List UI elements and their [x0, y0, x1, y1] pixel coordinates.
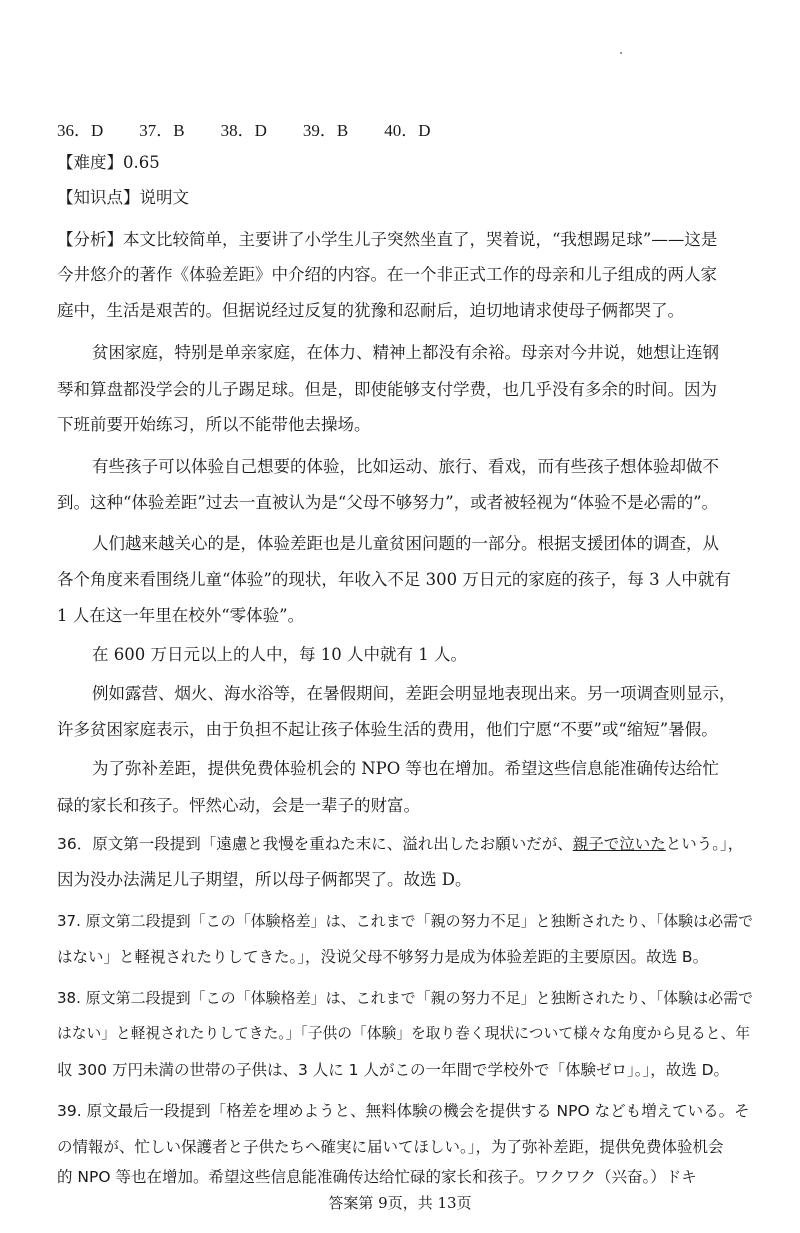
q36-explanation-line: 36．原文第一段提到「遠慮と我慢を重ねた末に、溢れ出したお願いだが、親子で泣いたという。」， — [57, 835, 744, 853]
q39-explanation-line: 39. 原文最后一段提到「格差を埋めようと、無料体験の機会を提供する NPO なども増えている。そ — [57, 1102, 750, 1120]
analysis-line: 庭中，生活是艰苦的。但据说经过反复的犹豫和忍耐后，迫切地请求使母子俩都哭了。 — [57, 301, 684, 320]
analysis-line: 琴和算盘都没学会的儿子踢足球。但是，即使能够支付学费，也几乎没有多余的时间。因为 — [57, 380, 717, 399]
answer-40: 40．D — [384, 121, 431, 140]
page-footer: 答案第 9页，共 13页 — [328, 1194, 472, 1212]
analysis-line: 例如露营、烟火、海水浴等，在暑假期间，差距会明显地表现出来。另一项调查则显示， — [92, 684, 736, 703]
q39-explanation-line: 的 NPO 等也在增加。希望这些信息能准确传达给忙碌的家长和孩子。ワクワク（兴奋。）ドキ — [57, 1168, 697, 1186]
answer-key-row — [57, 116, 467, 141]
q37-explanation-line: 37. 原文第二段提到「この「体験格差」は、これまで「親の努力不足」と独断されたり、「体験は必需で — [57, 912, 754, 930]
answer-38: 38．D — [220, 121, 267, 140]
answer-39: 39．B — [302, 121, 349, 140]
analysis-line: 碌的家长和孩子。怦然心动，会是一辈子的财富。 — [57, 796, 420, 815]
answer-36: 36．D — [57, 121, 104, 140]
analysis-line: 1 人在这一年里在校外“零体验”。 — [57, 606, 305, 625]
analysis-line: 许多贫困家庭表示，由于负担不起让孩子体验生活的费用，他们宁愿“不要”或“缩短”暑假。 — [57, 720, 718, 739]
q37-explanation-line: はない」と軽視されたりしてきた。」，没说父母不够努力是成为体验差距的主要原因。故选 B。 — [57, 948, 709, 966]
difficulty-label: 【难度】0.65 — [57, 153, 160, 172]
analysis-line: 到。这种“体验差距”过去一直被认为是“父母不够努力”，或者被轻视为“体验不是必需的”。 — [57, 493, 719, 512]
analysis-line: 下班前要开始练习，所以不能带他去操场。 — [57, 415, 371, 434]
q39-explanation-line: の情報が、忙しい保護者と子供たちへ確実に届いてほしい。」，为了弥补差距，提供免费体验机会 — [57, 1138, 724, 1156]
q36-explanation-line: 因为没办法满足儿子期望，所以母子俩都哭了。故选 D。 — [57, 870, 472, 889]
analysis-line: 贫困家庭，特别是单亲家庭，在体力、精神上都没有余裕。母亲对今井说，她想让连钢 — [92, 343, 719, 362]
analysis-line: 各个角度来看围绕儿童“体验”的现状，年收入不足 300 万日元的家庭的孩子，每 3 人中就有 — [57, 570, 731, 589]
q38-explanation-line: 38. 原文第二段提到「この「体験格差」は、これまで「親の努力不足」と独断されたり、「体験は必需で — [57, 989, 754, 1007]
analysis-line: 有些孩子可以体验自己想要的体验，比如运动、旅行、看戏，而有些孩子想体验却做不 — [92, 457, 719, 476]
analysis-line: 人们越来越关心的是，体验差距也是儿童贫困问题的一部分。根据支援团体的调查，从 — [92, 534, 719, 553]
knowledge-point-label: 【知识点】说明文 — [57, 188, 189, 207]
underlined-phrase: 親子で泣いた — [572, 835, 666, 853]
q38-explanation-line: 収 300 万円未満の世帯の子供は、3 人に 1 人がこの一年間で学校外で「体験ゼロ」。」，故选 D。 — [57, 1061, 730, 1079]
analysis-line: 今井悠介的著作《体验差距》中介绍的内容。在一个非正式工作的母亲和儿子组成的两人家 — [57, 265, 717, 284]
scan-dot — [620, 52, 622, 54]
q38-explanation-line: はない」と軽視されたりしてきた。」「子供の「体験」を取り巻く現状について様々な角度から見ると、年 — [57, 1025, 750, 1042]
analysis-line: 为了弥补差距，提供免费体验机会的 NPO 等也在增加。希望这些信息能准确传达给忙 — [92, 759, 720, 778]
analysis-line: 【分析】本文比较简单，主要讲了小学生儿子突然坐直了，哭着说，“我想踢足球”——这是 — [57, 230, 718, 249]
answer-37: 37．B — [139, 121, 185, 140]
analysis-line: 在 600 万日元以上的人中，每 10 人中就有 1 人。 — [92, 645, 467, 664]
